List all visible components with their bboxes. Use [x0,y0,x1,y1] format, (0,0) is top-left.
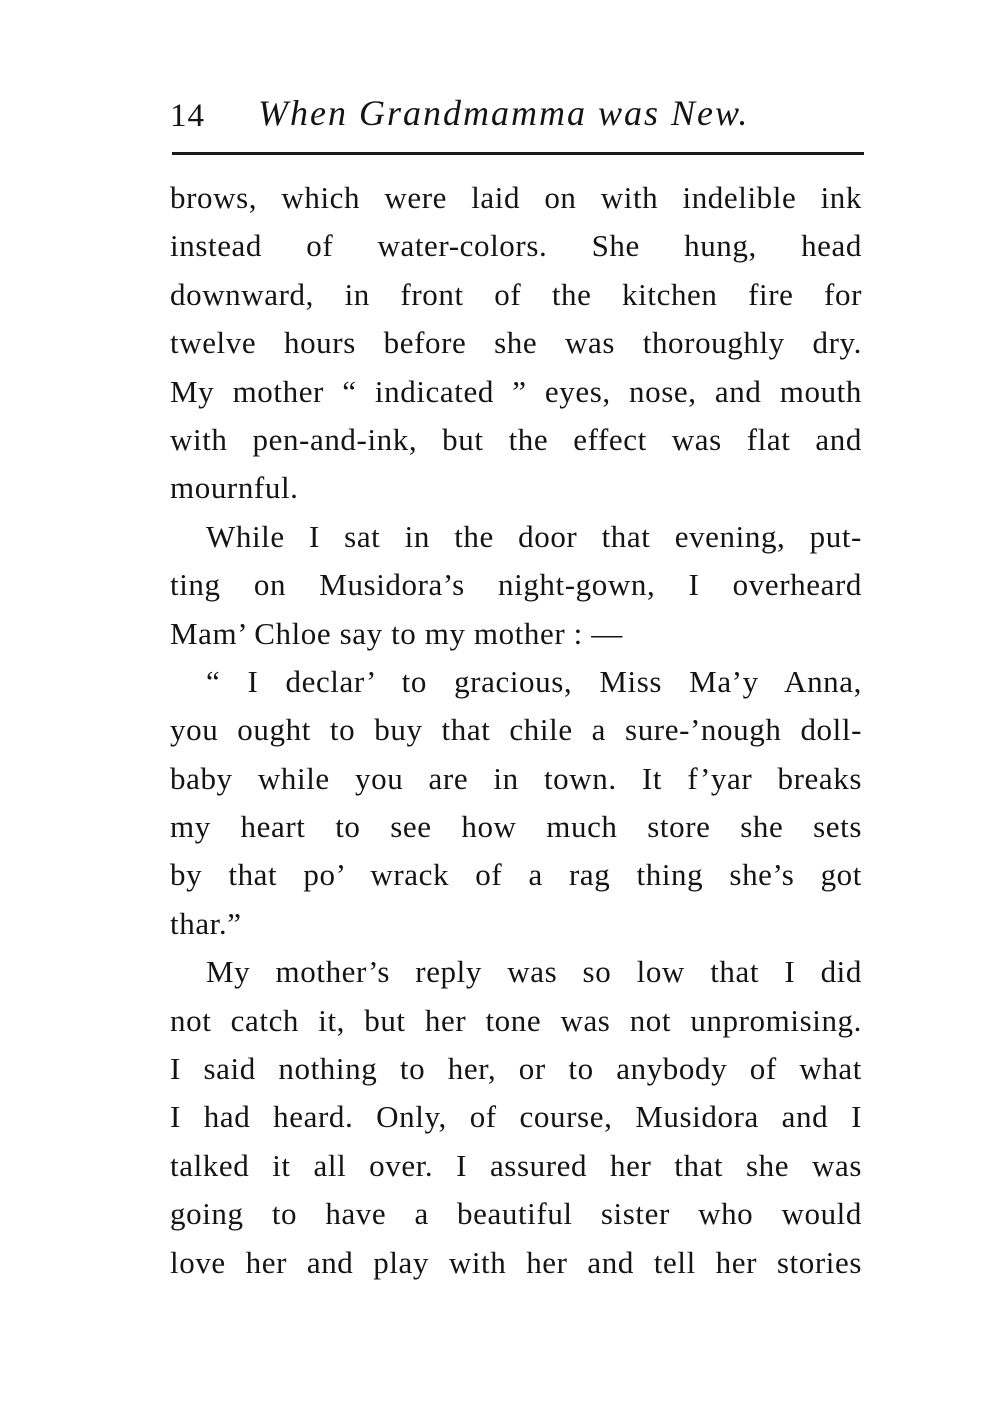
text-line: you ought to buy that chile a sure-’nough doll- [170,712,862,748]
body-text [170,174,862,1287]
text-line: I said nothing to her, or to anybody of what [170,1051,862,1087]
text-line: thar.” [170,905,242,941]
text-line: baby while you are in town. It f’yar breaks [170,760,862,796]
text-line: talked it all over. I assured her that she was [170,1147,862,1183]
text-line: by that po’ wrack of a rag thing she’s got [170,857,862,893]
text-line: twelve hours before she was thoroughly dry. [170,325,862,361]
text-line: my heart to see how much store she sets [170,809,862,845]
text-line: Mam’ Chloe say to my mother : — [170,615,623,651]
text-line: ting on Musidora’s night-gown, I overheard [170,567,862,603]
text-line: downward, in front of the kitchen fire for [170,276,862,312]
text-line: love her and play with her and tell her stories [170,1244,862,1280]
text-line: with pen-and-ink, but the effect was flat and [170,421,862,457]
text-line: instead of water-colors. She hung, head [170,228,862,264]
running-title: When Grandmamma was New. [258,93,750,133]
text-line: My mother “ indicated ” eyes, nose, and mouth [170,373,862,409]
text-line: going to have a beautiful sister who would [170,1196,862,1232]
text-line: not catch it, but her tone was not unpromising. [170,1002,862,1038]
header-rule [172,152,864,155]
text-line: brows, which were laid on with indelible ink [170,180,862,215]
page-number: 14 [170,98,205,134]
text-line: mournful. [170,470,299,506]
text-line: My mother’s reply was so low that I did [206,954,862,990]
text-line: While I sat in the door that evening, put- [206,518,862,554]
text-line: “ I declar’ to gracious, Miss Ma’y Anna, [206,663,862,699]
text-line: I had heard. Only, of course, Musidora and I [170,1099,862,1135]
running-head [170,92,862,148]
